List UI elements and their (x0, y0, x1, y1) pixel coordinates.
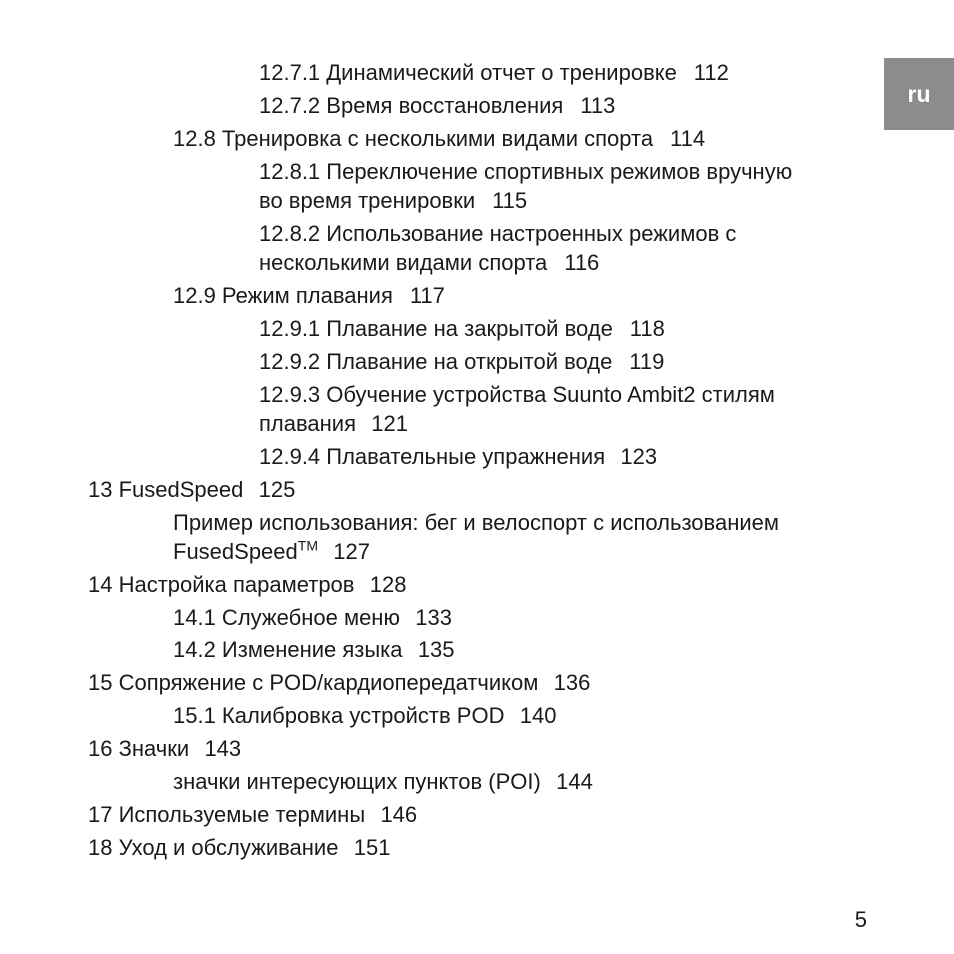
toc-entry-title-text: FusedSpeed (173, 539, 298, 564)
trademark-superscript: TM (297, 537, 318, 554)
toc-entry-page: 135 (417, 637, 455, 662)
toc-entry-title (173, 538, 318, 566)
toc-entry-12-8-1-title-line1: 12.8.1 Переключение спортивных режимов вручную (259, 159, 793, 184)
toc-entry-page: 127 (333, 539, 370, 564)
language-tab: ru (884, 58, 954, 130)
toc-entry-title: 12.9.4 Плавательные упражнения (259, 444, 606, 469)
toc-entry-title: 12.7.2 Время восстановления (259, 93, 564, 118)
toc-entry-title: 14 Настройка параметров (88, 572, 355, 597)
toc-entry-example-title-line1: Пример использования: бег и велоспорт с использованием (173, 510, 780, 535)
toc-entry-title: 12.7.1 Динамический отчет о тренировке (259, 60, 677, 85)
toc-entry-page: 118 (629, 316, 665, 341)
toc-entry-title: 15 Сопряжение с POD/кардиопередатчиком (88, 670, 539, 695)
toc-entry-page: 144 (556, 769, 593, 794)
toc-entry-title: 12.9 Режим плавания (173, 283, 393, 308)
toc-entry-title: значки интересующих пунктов (POI) (173, 769, 541, 794)
toc-entry-title: 15.1 Калибровка устройств POD (173, 703, 505, 728)
toc-entry-title: 12.8 Тренировка с несколькими видами спорта (173, 126, 654, 151)
toc-entry-title: 18 Уход и обслуживание (88, 835, 339, 860)
toc-entry-page: 123 (620, 444, 658, 469)
toc-entry-title: 12.9.2 Плавание на открытой воде (259, 349, 613, 374)
toc-entry-page: 136 (553, 670, 591, 695)
page-number: 5 (854, 907, 867, 932)
toc-entry-page: 112 (693, 60, 729, 85)
toc-entry-page: 133 (415, 605, 452, 630)
toc-entry-12-8-2-title-line1: 12.8.2 Использование настроенных режимов с (259, 221, 737, 246)
toc-entry-12-9-3-title-line1: 12.9.3 Обучение устройства Suunto Ambit2 стилям (259, 382, 775, 407)
toc-entry-page: 116 (564, 250, 600, 275)
toc-entry-title: 13 FusedSpeed (88, 477, 244, 502)
toc-entry-page: 146 (380, 802, 418, 827)
toc-entry-title: 17 Используемые термины (88, 802, 366, 827)
toc-entry-page: 151 (353, 835, 391, 860)
toc-entry-page: 140 (519, 703, 557, 728)
toc-entry-title: 12.9.1 Плавание на закрытой воде (259, 316, 613, 341)
toc-entry-title: 14.2 Изменение языка (173, 637, 403, 662)
toc-entry-page: 143 (204, 736, 242, 761)
toc-entry-page: 125 (258, 477, 296, 502)
toc-entry-page: 113 (580, 93, 616, 118)
toc-entry-page: 114 (669, 126, 706, 151)
toc-entry-title: 16 Значки (88, 736, 190, 761)
toc-entry-page: 119 (629, 349, 665, 374)
toc-entry-title: 14.1 Служебное меню (173, 605, 400, 630)
toc-entry-page: 121 (371, 411, 409, 436)
toc-entry-title: плавания (259, 411, 357, 436)
toc-entry-page: 117 (409, 283, 445, 308)
toc-entry-title: несколькими видами спорта (259, 250, 548, 275)
toc-entry-title: во время тренировки (259, 188, 476, 213)
toc-entry-page: 128 (369, 572, 407, 597)
toc-entry-page: 115 (492, 188, 528, 213)
